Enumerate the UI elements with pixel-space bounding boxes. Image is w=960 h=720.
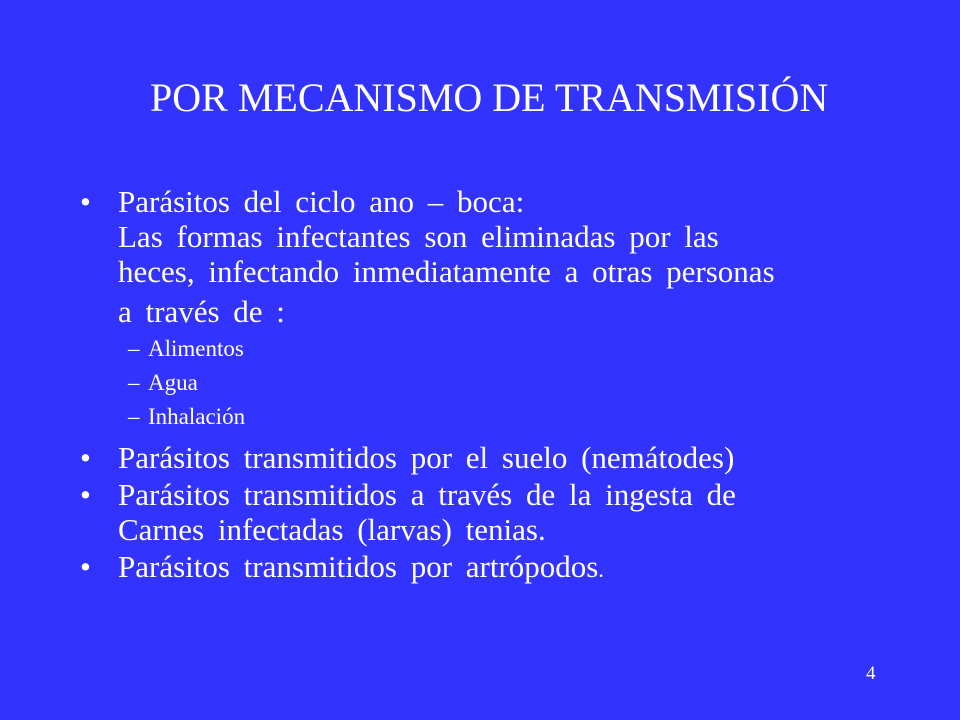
sub-bullet-item	[80, 400, 890, 434]
bullet-text-line: Carnes infectadas (larvas) tenias.	[118, 512, 546, 547]
sub-bullet-list	[80, 332, 890, 434]
bullet-item	[80, 477, 890, 547]
sub-bullet-item	[80, 366, 890, 400]
bullet-text-line: heces, infectando inmediatamente a otras personas	[118, 254, 775, 289]
bullet-heading: Parásitos del ciclo ano – boca:	[118, 184, 525, 219]
bullet-heading: Parásitos transmitidos a través de la ingesta de	[118, 477, 736, 512]
sub-bullet-item	[80, 332, 890, 366]
sub-bullet-dash: –	[128, 370, 140, 395]
bullet-heading-text: Parásitos transmitidos por artrópodos	[118, 549, 599, 584]
sub-bullet-text: Agua	[148, 370, 198, 395]
bullet-dot: •	[80, 440, 91, 475]
sub-bullet-dash: –	[128, 404, 140, 429]
bullet-heading: Parásitos transmitidos por el suelo (nemátodes)	[118, 440, 735, 475]
sub-bullet-dash: –	[128, 336, 140, 361]
bullet-list	[80, 184, 890, 587]
bullet-item	[80, 184, 890, 329]
bullet-text-line: a través de :	[118, 294, 285, 329]
bullet-item	[80, 549, 890, 587]
bullet-dot: •	[80, 477, 91, 512]
slide-title: POR MECANISMO DE TRANSMISIÓN	[150, 75, 829, 120]
sub-bullet-text: Alimentos	[148, 336, 244, 361]
bullet-dot: •	[80, 549, 91, 584]
bullet-text-line: Las formas infectantes son eliminadas por las	[118, 219, 719, 254]
bullet-dot: •	[80, 184, 91, 219]
bullet-item	[80, 440, 890, 475]
bullet-heading	[118, 549, 890, 587]
page-number: 4	[866, 663, 876, 684]
bullet-heading-period: .	[598, 557, 604, 582]
sub-bullet-text: Inhalación	[148, 404, 246, 429]
